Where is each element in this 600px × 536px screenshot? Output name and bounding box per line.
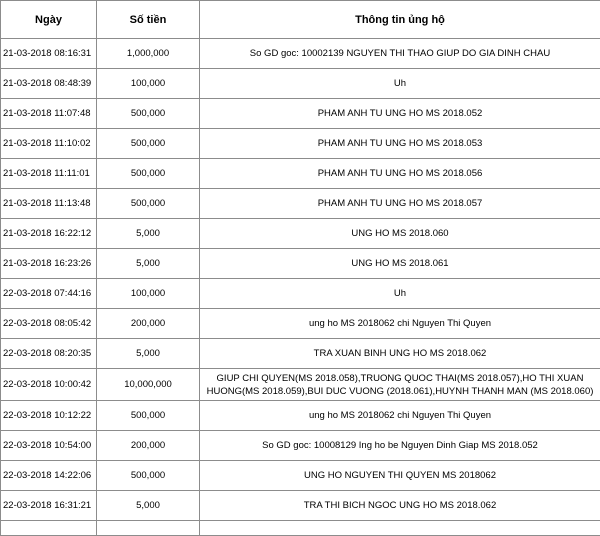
cell-info: TRA THI BICH NGOC UNG HO MS 2018.062 — [200, 491, 600, 521]
cell-date: 22-03-2018 07:44:16 — [1, 279, 97, 309]
cell-amount: 500,000 — [97, 189, 200, 219]
header-info: Thông tin ủng hộ — [200, 1, 600, 39]
cell-date: 22-03-2018 14:22:06 — [1, 461, 97, 491]
cell-amount: 200,000 — [97, 309, 200, 339]
cell-date: 22-03-2018 10:00:42 — [1, 369, 97, 401]
cell-amount: 10,000,000 — [97, 369, 200, 401]
cell-date: 21-03-2018 16:23:26 — [1, 249, 97, 279]
cell-date: 22-03-2018 10:12:22 — [1, 401, 97, 431]
table-row — [1, 431, 600, 461]
cell-info: PHAM ANH TU UNG HO MS 2018.056 — [200, 159, 600, 189]
cell-amount: 500,000 — [97, 461, 200, 491]
cell-date: 21-03-2018 11:07:48 — [1, 99, 97, 129]
cell-amount: 5,000 — [97, 219, 200, 249]
cell-empty — [200, 521, 600, 536]
cell-date: 22-03-2018 08:05:42 — [1, 309, 97, 339]
cell-info: UNG HO MS 2018.061 — [200, 249, 600, 279]
cell-info: PHAM ANH TU UNG HO MS 2018.052 — [200, 99, 600, 129]
cell-date: 21-03-2018 08:48:39 — [1, 69, 97, 99]
cell-date: 21-03-2018 11:13:48 — [1, 189, 97, 219]
cell-amount: 100,000 — [97, 69, 200, 99]
table-row — [1, 369, 600, 401]
cell-info: PHAM ANH TU UNG HO MS 2018.057 — [200, 189, 600, 219]
cell-info: TRA XUAN BINH UNG HO MS 2018.062 — [200, 339, 600, 369]
cell-info: Uh — [200, 279, 600, 309]
cell-amount: 500,000 — [97, 401, 200, 431]
table-row-partial — [1, 521, 600, 536]
cell-date: 22-03-2018 08:20:35 — [1, 339, 97, 369]
table-row — [1, 339, 600, 369]
cell-amount: 500,000 — [97, 129, 200, 159]
cell-amount: 200,000 — [97, 431, 200, 461]
table-row — [1, 461, 600, 491]
cell-date: 22-03-2018 10:54:00 — [1, 431, 97, 461]
cell-info: So GD goc: 10002139 NGUYEN THI THAO GIUP DO GIA DINH CHAU — [200, 39, 600, 69]
cell-amount: 500,000 — [97, 99, 200, 129]
header-amount: Số tiền — [97, 1, 200, 39]
cell-info: ung ho MS 2018062 chi Nguyen Thi Quyen — [200, 401, 600, 431]
cell-info: UNG HO NGUYEN THI QUYEN MS 2018062 — [200, 461, 600, 491]
cell-info: ung ho MS 2018062 chi Nguyen Thi Quyen — [200, 309, 600, 339]
cell-date: 21-03-2018 16:22:12 — [1, 219, 97, 249]
cell-empty — [97, 521, 200, 536]
table-row — [1, 249, 600, 279]
table-row — [1, 69, 600, 99]
cell-info: Uh — [200, 69, 600, 99]
cell-date: 21-03-2018 11:11:01 — [1, 159, 97, 189]
table-row — [1, 309, 600, 339]
table-row — [1, 129, 600, 159]
cell-amount: 5,000 — [97, 491, 200, 521]
cell-date: 21-03-2018 08:16:31 — [1, 39, 97, 69]
cell-info: PHAM ANH TU UNG HO MS 2018.053 — [200, 129, 600, 159]
table-row — [1, 279, 600, 309]
cell-amount: 1,000,000 — [97, 39, 200, 69]
table-row — [1, 401, 600, 431]
cell-info: So GD goc: 10008129 Ing ho be Nguyen Dinh Giap MS 2018.052 — [200, 431, 600, 461]
cell-date: 21-03-2018 11:10:02 — [1, 129, 97, 159]
cell-amount: 500,000 — [97, 159, 200, 189]
cell-info: UNG HO MS 2018.060 — [200, 219, 600, 249]
header-row — [1, 1, 600, 39]
header-date: Ngày — [1, 1, 97, 39]
cell-empty — [1, 521, 97, 536]
cell-amount: 5,000 — [97, 249, 200, 279]
table-row — [1, 491, 600, 521]
cell-info: GIUP CHI QUYEN(MS 2018.058),TRUONG QUOC THAI(MS 2018.057),HO THI XUAN HUONG(MS 2018.059),BUI DUC VUONG (2018.061),HUYNH THANH MAN (MS 2018.060) — [200, 369, 600, 401]
cell-amount: 5,000 — [97, 339, 200, 369]
cell-date: 22-03-2018 16:31:21 — [1, 491, 97, 521]
cell-amount: 100,000 — [97, 279, 200, 309]
table-row — [1, 39, 600, 69]
table-row — [1, 159, 600, 189]
table-row — [1, 219, 600, 249]
table-row — [1, 99, 600, 129]
table-row — [1, 189, 600, 219]
